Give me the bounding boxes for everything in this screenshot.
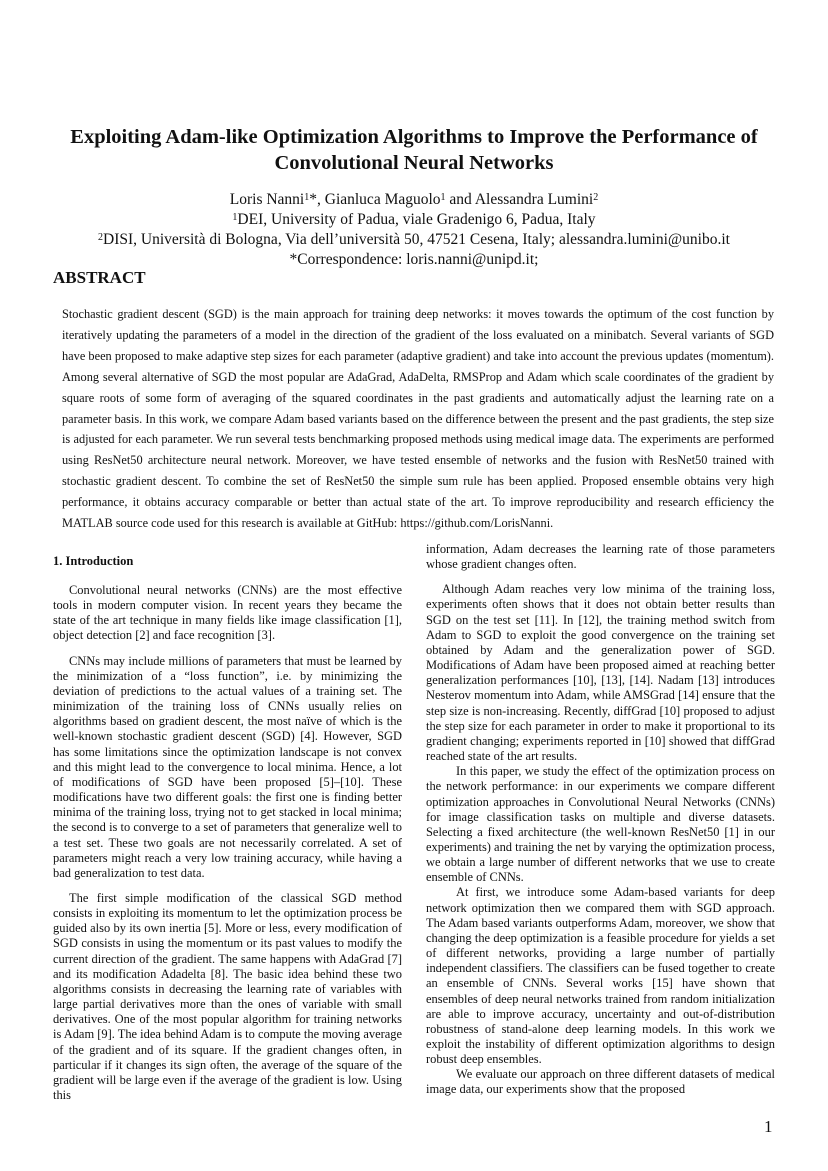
page-number: 1 [764, 1117, 773, 1136]
left-column [53, 542, 402, 1103]
author-list [30, 190, 798, 210]
paragraph: Convolutional neural networks (CNNs) are the most effective tools in modern computer vision. In recent years they became the state of the art technique in many fields like image classification [1], object detection [2] and face recognition [3]. [53, 583, 402, 643]
paragraph: Although Adam reaches very low minima of the training loss, experiments often shows that it does not obtain better results than SGD on the test set [11]. In [12], the training method switch from Adam to SGD to exploit the good convergence on the training set obtained by Adam and the generalization power of SGD. Modifications of Adam have been proposed aimed at reaching better generalization performances [10], [13], [14]. Nadam [13] introduces Nesterov momentum into Adam, while AMSGrad [14] ensure that the step size is non-increasing. Recently, diffGrad [10] proposed to adjust the step size for each parameter in order to make it proportional to its gradient changing; experiments reported in [10] showed that diffGrad reached state of the art results. [426, 582, 775, 764]
affiliation-1-text: DEI, University of Padua, viale Gradenigo 6, Padua, Italy [237, 211, 596, 228]
paragraph: At first, we introduce some Adam-based variants for deep network optimization then we compared them with SGD approach. The Adam based variants outperforms Adam, moreover, we show that changing the deep optimization is a feasible procedure for yields a set of different networks, providing a large number of partially independent classifiers. The classifiers can be fused together to create an ensemble of CNNs. Several works [15] have shown that ensembles of deep neural networks trained from random initialization are able to improve accuracy, uncertainty and out-of-distribution robustness of stand-alone deep learning models. In this work we exploit the instability of different optimization algorithms to design robust deep ensembles. [426, 885, 775, 1067]
paragraph: In this paper, we study the effect of the optimization process on the network performance: in our experiments we compare different optimization approaches in Convolutional Neural Networks (CNNs) for image classification tasks on multiple and diverse datasets. Selecting a fixed architecture (the well-known ResNet50 [1] in our experiments) and training the net by varying the optimization process, we obtain a large number of different networks that we use to create ensemble of CNNs. [426, 764, 775, 885]
affiliation-2 [30, 230, 798, 250]
author-3-name: Alessandra Lumini [474, 191, 594, 208]
abstract-heading: ABSTRACT [53, 268, 146, 287]
author-2-affil: 1 [440, 192, 446, 203]
author-2-name: Gianluca Maguolo [324, 191, 441, 208]
paragraph: The first simple modification of the classical SGD method consists in exploiting its momentum to let the optimization process be guided also by its own inertia [5]. More or less, every modification of SGD consists in using the momentum or its past values to modify the current direction of the gradient. The same happens with AdaGrad [7] and its modification Adadelta [8]. The basic idea behind these two algorithms consists in decreasing the learning rate of variables with large partial derivatives more than the ones of variable with small derivatives. One of the most popular algorithm for training networks is Adam [9]. The idea behind Adam is to compute the moving average of the gradient and of its square. If the gradient changes often, in particular if it changes its sign often, the average of the square of the gradient will be large even if the average of the gradient is low. Using this [53, 890, 402, 1102]
affiliation-2-text: DISI, Università di Bologna, Via dell’università 50, 47521 Cesena, Italy; alessandra.lumini@unibo.it [103, 231, 730, 248]
author-1-name: Loris Nanni [229, 191, 305, 208]
paragraph: We evaluate our approach on three different datasets of medical image data, our experiments show that the proposed [426, 1067, 775, 1097]
author-block [30, 190, 798, 270]
paragraph: information, Adam decreases the learning rate of those parameters whose gradient changes often. [426, 542, 775, 572]
right-column [426, 542, 775, 1098]
title-line-2: Convolutional Neural Networks [274, 152, 554, 174]
paper-title [40, 124, 788, 176]
abstract-text: Stochastic gradient descent (SGD) is the main approach for training deep networks: it moves towards the optimum of the cost function by iteratively updating the parameters of a model in the direction of the gradient of the loss evaluated on a minibatch. Several variants of SGD have been proposed to make adaptive step sizes for each parameter (adaptive gradient) and take into account the previous updates (momentum). Among several alternative of SGD the most popular are AdaGrad, AdaDelta, RMSProp and Adam which scale coordinates of the gradient by square roots of some form of averaging of the squared coordinates in the past gradients and automatically adjust the learning rate on a parameter basis. In this work, we compare Adam based variants based on the difference between the present and the past gradients, the step size is adjusted for each parameter. We run several tests benchmarking proposed methods using medical image data. The experiments are performed using ResNet50 architecture neural network. Moreover, we have tested ensemble of networks and the fusion with ResNet50 trained with stochastic gradient descent. To combine the set of ResNet50 the simple sum rule has been applied. Proposed ensemble obtains very high performance, it obtains accuracy comparable or better than actual state of the art. To improve reproducibility and research efficiency the MATLAB source code used for this research is available at GitHub: https://github.com/LorisNanni. [62, 307, 774, 531]
paragraph: CNNs may include millions of parameters that must be learned by the minimization of a “loss function”, i.e. by minimizing the deviation of predictions to the actual values of a training set. The minimization of the training loss of CNNs usually relies on algorithms based on gradient descent, the most naïve of which is the well-known stochastic gradient descent (SGD) [4]. However, SGD has some limitations since the optimization landscape is not convex and this might lead to the convergence to local minima. Hence, a lot of modifications of SGD have been proposed [5]–[10]. These modifications have two different goals: the first one is finding better minima of the training loss, trying not to get stacked in local minima; the second is to converge to a set of parameters that generalize well to a test set. These two goals are not necessarily correlated. A set of parameters might reach a very low training accuracy, while having a bad generalization to test data. [53, 653, 402, 880]
affiliation-2-sup: 2 [98, 232, 104, 243]
title-line-1: Exploiting Adam-like Optimization Algorithms to Improve the Performance of [70, 126, 758, 148]
author-3-affil: 2 [593, 192, 599, 203]
author-join: and [445, 191, 475, 208]
author-1-affil: 1 [304, 192, 310, 203]
affiliation-1-sup: 1 [232, 212, 238, 223]
section-1-heading: 1. Introduction [53, 554, 134, 568]
correspondence: *Correspondence: loris.nanni@unipd.it; [289, 251, 539, 268]
author-1-mark: *, [309, 191, 325, 208]
affiliation-1 [30, 210, 798, 230]
